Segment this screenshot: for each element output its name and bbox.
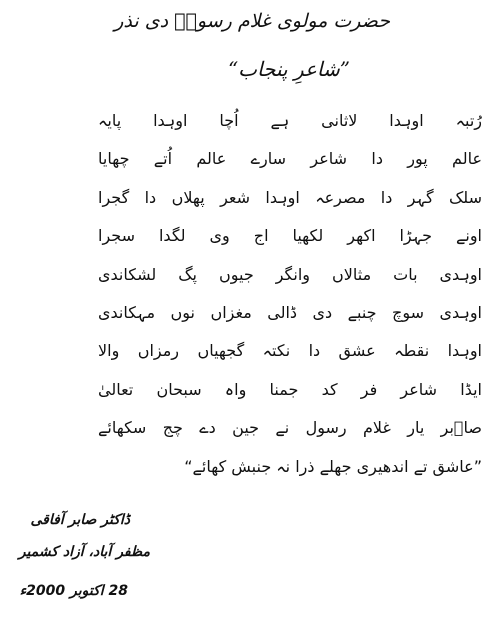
poem-line: ”عاشق تے اندھیری جھلے ذرا نہ جنبش کھائے“ [184, 456, 482, 476]
poem-line: اوہدی بات مثالاں وانگر جیوں پگ لشکاندی [98, 264, 482, 284]
author-name: ڈاکٹر صابر آفاقی [30, 512, 130, 528]
poem-line: اونے جہڑا اکھر لکھیا اج وی لگدا سجرا [98, 226, 482, 246]
poem-line: اوہدی سوچ چنبے دی ڈالی مغزاں نوں مہکاندی [98, 302, 482, 322]
poem-line: سلک گہر دا مصرعہ اوہدا شعر پھلاں دا گجرا [98, 187, 482, 207]
page-subtitle: ”شاعرِ پنجاب“ [227, 57, 350, 81]
poem [98, 102, 482, 486]
poem-line: ایڈا شاعر فر کد جمنا واہ سبحان تعالیٰ [98, 379, 482, 399]
poem-line: اوہدا نقطہ عشق دا نکتہ گجھیاں رمزاں والا [98, 341, 482, 361]
page-title: حضرت مولوی غلام رسولؒ دی نذر [114, 10, 390, 32]
poem-line: عالم پور دا شاعر سارے عالم اُتے چھایا [98, 149, 482, 169]
poem-line: صاؔبر یار غلام رسول نے جین دے چج سکھائے [98, 418, 482, 438]
signature-date: 28 اکتوبر 2000ء [19, 583, 128, 599]
author-place: مظفر آباد، آزاد کشمیر [18, 544, 150, 560]
poem-line: رُتبہ اوہدا لاثانی ہے اُچا اوہدا پایہ [98, 111, 482, 130]
